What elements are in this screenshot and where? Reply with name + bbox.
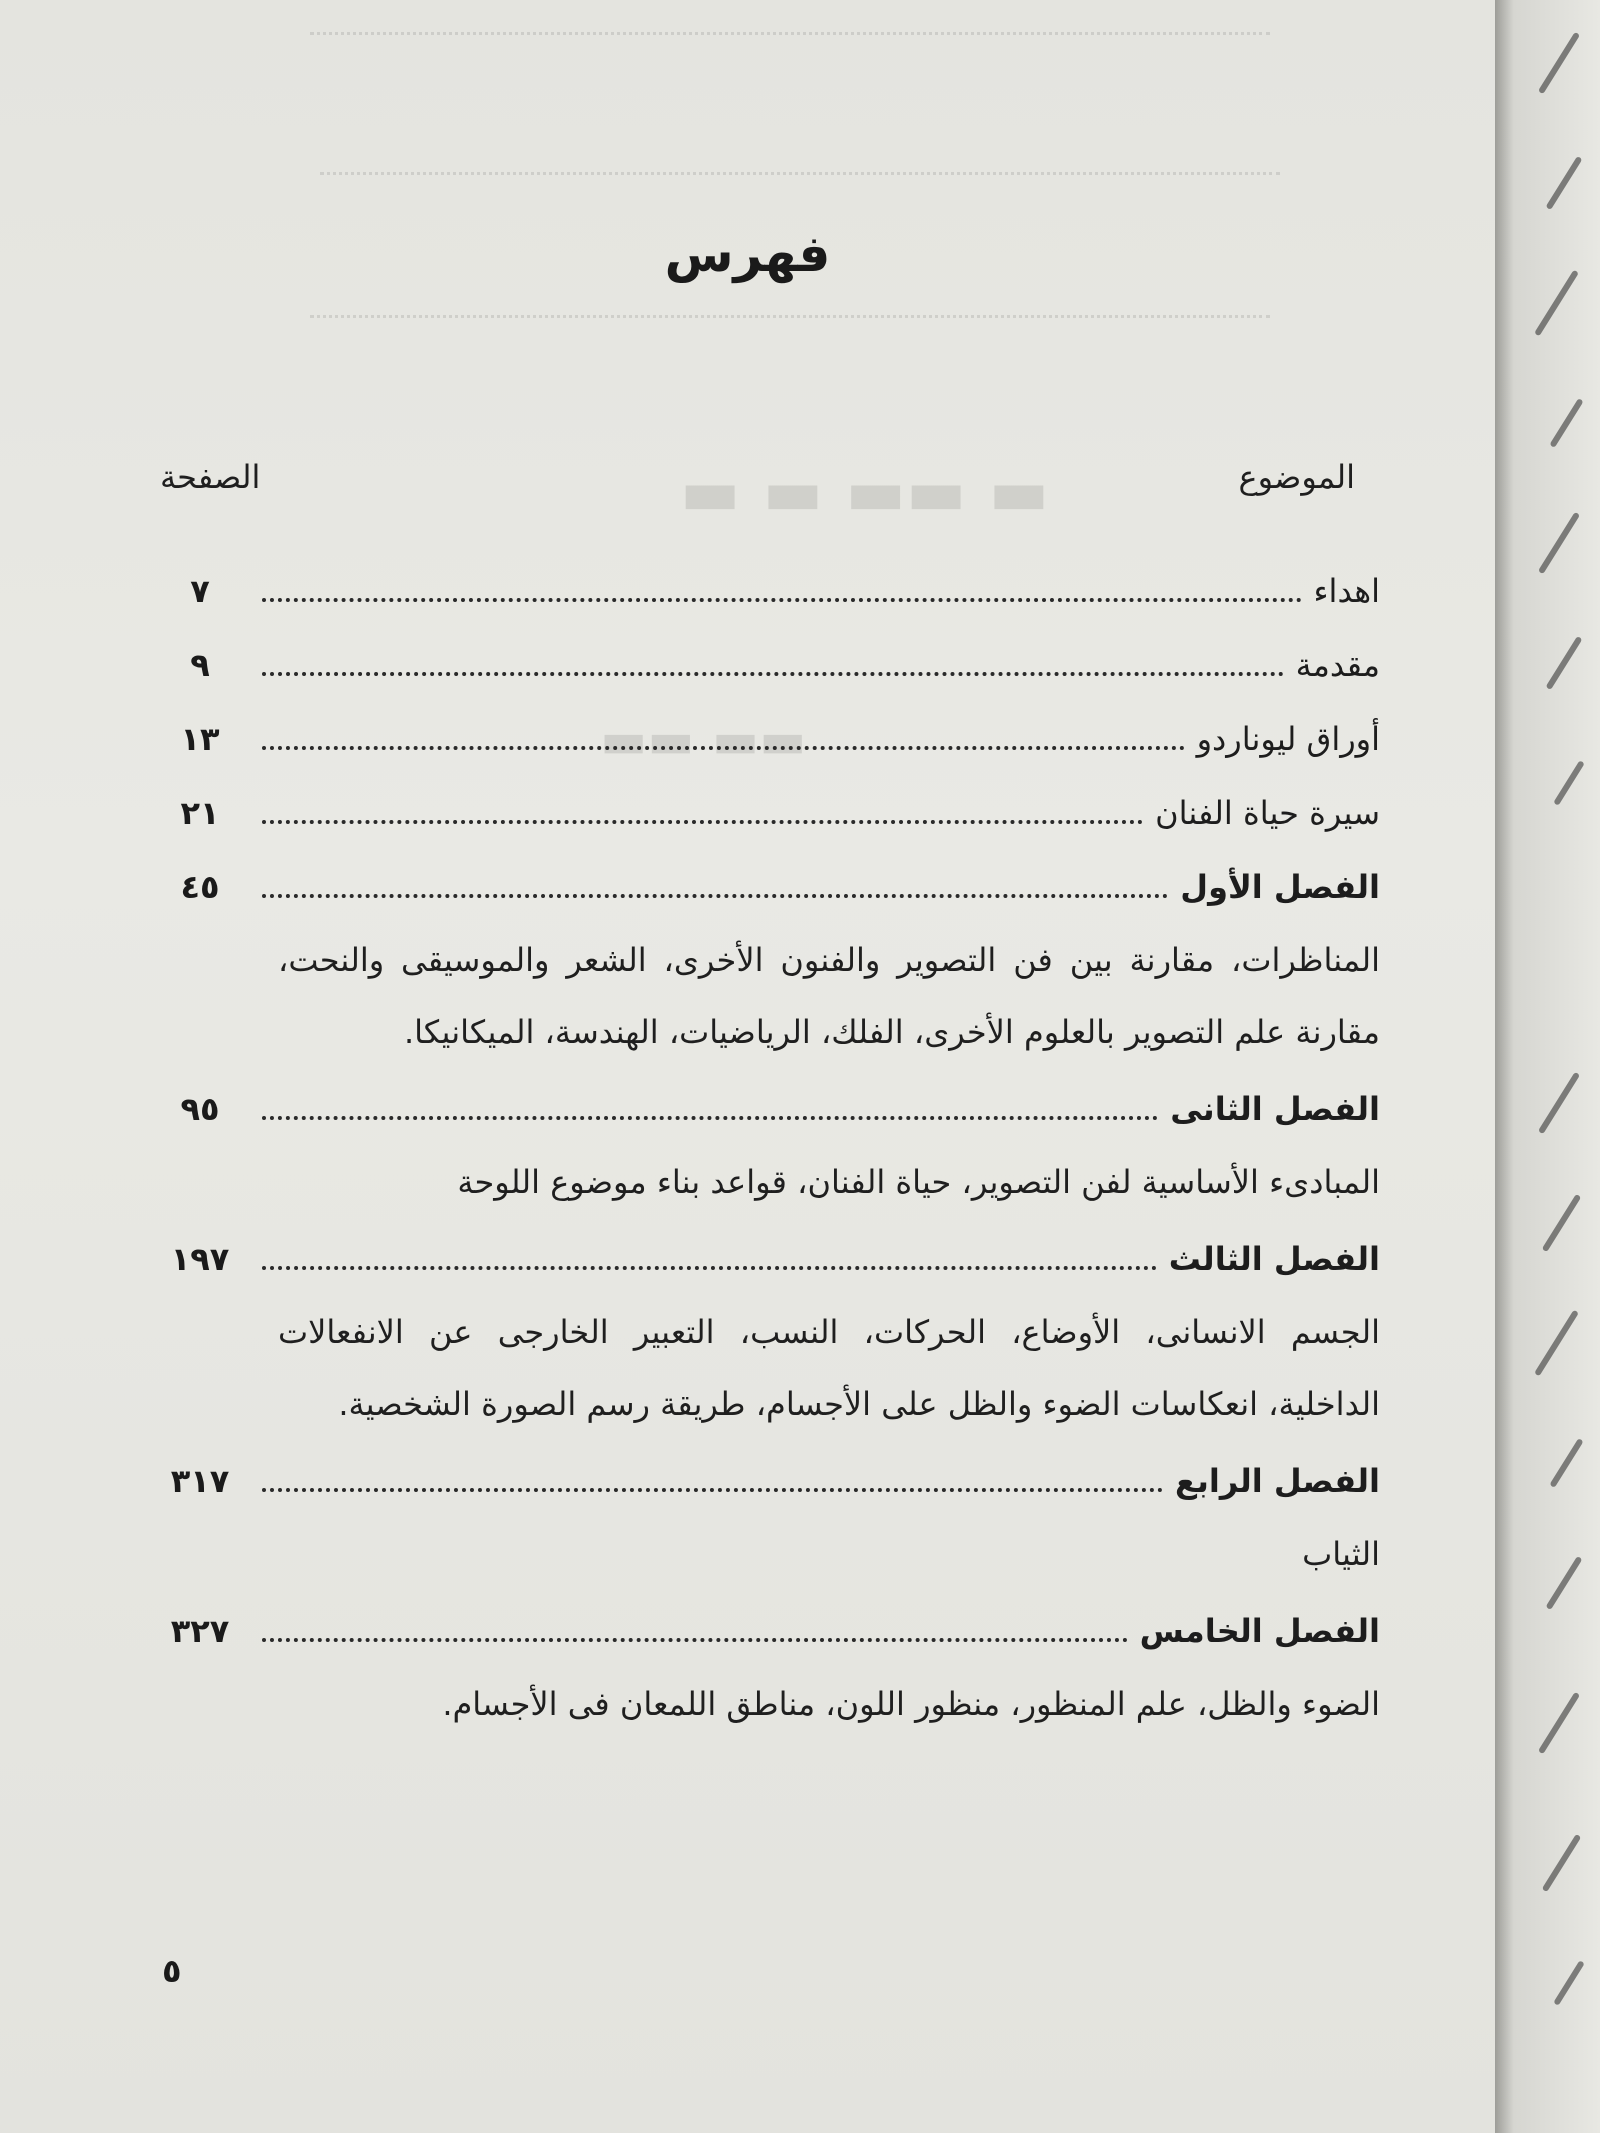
entry-page-number: ٤٥ xyxy=(180,868,220,906)
toc-chapter-entry xyxy=(160,1600,1380,1662)
dot-leader xyxy=(262,580,1302,602)
entry-title: أوراق ليوناردو xyxy=(1196,720,1380,758)
entry-page-number: ٩ xyxy=(190,646,210,684)
book-page: ▬ ▬ ▬▬ ▬ ▬▬ ▬▬ فهرس الموضوع الصفحة اهداء ٧ مقدمة ٩ أوراق ليوناردو ١٣ سيرة حياة الفنان ٢١ الفصل الأول ٤٥ المناظرات، مقارنة بين فن التصوير والفنون الأخرى، الشعر والموسيقى والنحت، مقارنة علم التصوير بالعلوم الأخرى، الفلك، الرياضيات، الهندسة، الميكانيكا. الفصل الثانى ٩٥ المبادىء الأساسية لفن التصوير، حياة الفنان، قواعد بناء موضوع اللوحة الفصل الثالث ١٩٧ الجسم الانسانى، الأوضاع، الحركات، النسب، التعبير الخارجى عن الانفعالات الداخلية، انعكاسات الضوء والظل على الأجسام، طريقة رسم الصورة الشخصية. الفصل الرابع ٣١٧ الثياب الفصل الخامس ٣٢٧ الضوء والظل، علم المنظور، منظور اللون، مناطق اللمعان فى الأجسام. ٥ xyxy=(0,0,1495,2133)
entry-page-number: ٧ xyxy=(190,572,210,610)
dot-leader xyxy=(262,1098,1158,1120)
column-header-page: الصفحة xyxy=(160,458,261,496)
chapter-description: الجسم الانسانى، الأوضاع، الحركات، النسب، التعبير الخارجى عن الانفعالات الداخلية، انعكاسات الضوء والظل على الأجسام، طريقة رسم الصورة الشخصية. xyxy=(278,1313,1380,1423)
toc-entry xyxy=(160,560,1380,622)
toc-chapter-entry xyxy=(160,1450,1380,1512)
chapter-description: الضوء والظل، علم المنظور، منظور اللون، مناطق اللمعان فى الأجسام. xyxy=(442,1685,1380,1723)
entry-title: اهداء xyxy=(1313,572,1380,610)
entry-title: مقدمة xyxy=(1295,646,1380,684)
table-of-contents xyxy=(160,560,1380,1750)
dot-leader xyxy=(262,1470,1163,1492)
chapter-description: الثياب xyxy=(1302,1535,1380,1573)
chapter-title: الفصل الخامس xyxy=(1139,1612,1380,1650)
chapter-title: الفصل الرابع xyxy=(1175,1462,1380,1500)
toc-chapter-entry xyxy=(160,1228,1380,1290)
toc-entry xyxy=(160,634,1380,696)
chapter-title: الفصل الأول xyxy=(1180,868,1380,906)
entry-title: سيرة حياة الفنان xyxy=(1155,794,1380,832)
toc-entry xyxy=(160,782,1380,844)
entry-page-number: ١٣ xyxy=(180,720,220,758)
toc-chapter-entry xyxy=(160,1078,1380,1140)
entry-page-number: ٣٢٧ xyxy=(170,1612,230,1650)
column-header-topic: الموضوع xyxy=(1238,458,1355,496)
page-number: ٥ xyxy=(162,1952,182,1990)
chapter-title: الفصل الثانى xyxy=(1170,1090,1380,1128)
adjacent-page-edge xyxy=(1495,0,1600,2133)
chapter-title: الفصل الثالث xyxy=(1168,1240,1380,1278)
entry-page-number: ٢١ xyxy=(180,794,220,832)
toc-entry xyxy=(160,708,1380,770)
dot-leader xyxy=(262,728,1185,750)
page-title: فهرس xyxy=(664,225,831,283)
dot-leader xyxy=(262,876,1168,898)
entry-page-number: ٩٥ xyxy=(180,1090,220,1128)
dot-leader xyxy=(262,654,1284,676)
dot-leader xyxy=(262,1248,1157,1270)
entry-page-number: ٣١٧ xyxy=(170,1462,230,1500)
dot-leader xyxy=(262,1620,1128,1642)
chapter-description: المبادىء الأساسية لفن التصوير، حياة الفنان، قواعد بناء موضوع اللوحة xyxy=(457,1163,1380,1201)
entry-page-number: ١٩٧ xyxy=(170,1240,230,1278)
chapter-description: المناظرات، مقارنة بين فن التصوير والفنون الأخرى، الشعر والموسيقى والنحت، مقارنة علم التصوير بالعلوم الأخرى، الفلك، الرياضيات، الهندسة، الميكانيكا. xyxy=(278,941,1380,1051)
dot-leader xyxy=(262,802,1143,824)
toc-chapter-entry xyxy=(160,856,1380,918)
